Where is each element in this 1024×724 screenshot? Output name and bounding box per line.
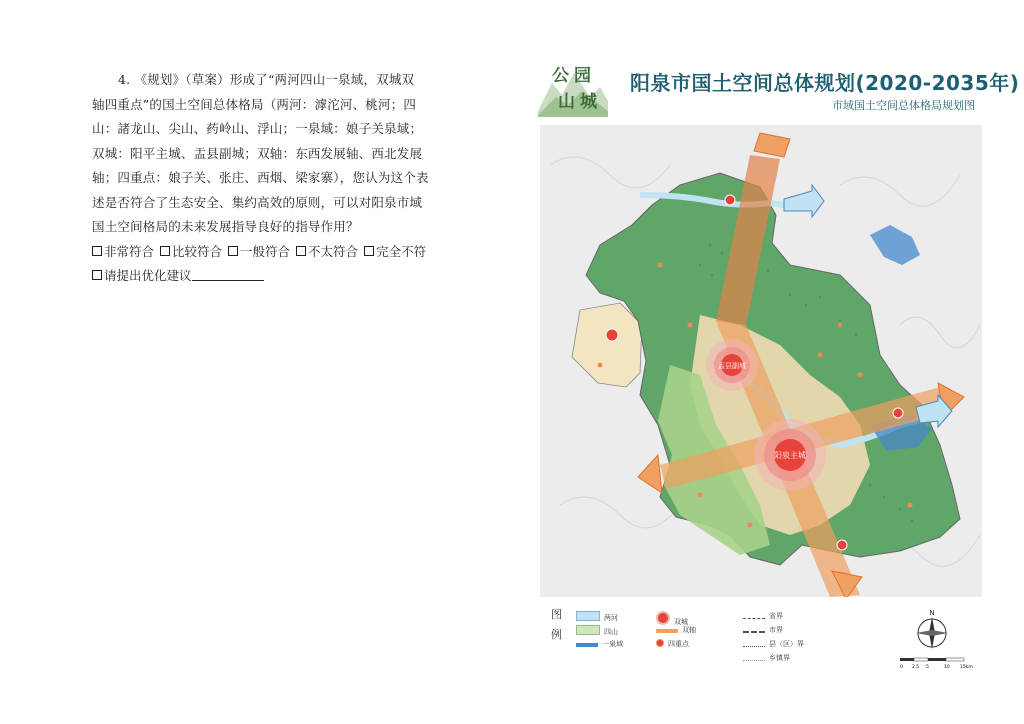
main-city-label: 阳泉主城 (774, 451, 806, 460)
legend-swatch (743, 631, 765, 633)
logo-char: 山 (558, 92, 575, 112)
territorial-map (540, 125, 982, 597)
option-fairly-consistent[interactable]: 比较符合 (160, 240, 222, 264)
checkbox[interactable] (296, 246, 306, 256)
legend-item: 双城 (656, 611, 688, 621)
key-point (893, 408, 903, 418)
legend-swatch (576, 643, 598, 647)
suggestion-blank[interactable] (192, 268, 264, 281)
checkbox[interactable] (228, 246, 238, 256)
scale-tick: 15km (960, 665, 973, 669)
legend-swatch (656, 629, 678, 633)
logo-char: 公 (552, 66, 569, 86)
legend-title: 图例 (551, 608, 562, 641)
question-line: 国土空间格局的未来发展指导良好的指导作用？ (92, 219, 359, 234)
legend-item: 省界 (743, 611, 783, 621)
legend-item: 县（区）界 (743, 639, 804, 649)
scale-bar (898, 657, 974, 669)
planning-poster (538, 55, 1020, 675)
legend-swatch (743, 618, 765, 619)
legend-item: 两河 (576, 611, 618, 621)
legend-item: 一泉域 (576, 639, 623, 649)
scale-tick: 10 (944, 665, 950, 669)
checkbox[interactable] (92, 270, 102, 280)
poster-title: 阳泉市国土空间总体规划(2020-2035年) (630, 71, 1020, 95)
logo (538, 61, 608, 117)
key-point (606, 329, 618, 341)
legend-swatch (656, 611, 670, 625)
option-very-consistent[interactable]: 非常符合 (92, 240, 154, 264)
option-not-consistent[interactable]: 完全不符 (364, 240, 426, 264)
legend (538, 605, 983, 675)
legend-swatch (656, 639, 664, 647)
checkbox[interactable] (364, 246, 374, 256)
scale-tick: 2.5 (912, 665, 920, 669)
legend-swatch (743, 660, 765, 661)
scale-tick: 5 (926, 665, 929, 669)
question-line: 4. 《规划》（草案）形成了“两河四山一泉域，双城双 (118, 72, 415, 87)
logo-char: 城 (580, 92, 597, 112)
legend-item: 市界 (743, 625, 783, 635)
legend-item: 四重点 (656, 639, 689, 649)
question-line: 轴；四重点：娘子关、张庄、西烟、梁家寨），您认为这个表 (92, 170, 429, 185)
sub-city-label: 盂县副城 (718, 362, 746, 370)
legend-item: 四山 (576, 625, 618, 635)
question-line: 述是否符合了生态安全、集约高效的原则，可以对阳泉市域 (92, 194, 423, 210)
question-block (92, 68, 437, 288)
question-line: 轴四重点”的国土空间总体格局（两河：滹沱河、桃河；四 (92, 96, 417, 112)
checkbox[interactable] (160, 246, 170, 256)
legend-swatch (576, 611, 600, 621)
compass-north-label: N (929, 609, 935, 617)
checkbox[interactable] (92, 246, 102, 256)
logo-char: 园 (574, 66, 591, 86)
scale-tick: 0 (900, 665, 903, 669)
question-line: 山：諸龙山、尖山、药岭山、浮山；一泉域：娘子关泉域； (92, 121, 423, 136)
suggestion-row (92, 264, 437, 288)
answer-options (92, 240, 437, 264)
question-line: 双城：阳平主城、盂县副城；双轴：东西发展轴、西北发展 (92, 145, 423, 161)
suggestion-label: 请提出优化建议 (104, 267, 192, 283)
poster-subtitle: 市域国土空间总体格局规划图 (832, 99, 975, 112)
compass-icon (910, 609, 954, 653)
legend-item: 双轴 (656, 625, 696, 635)
legend-swatch (743, 646, 765, 647)
key-point (725, 195, 735, 205)
legend-item: 乡镇界 (743, 653, 790, 663)
key-point (837, 540, 847, 550)
legend-swatch (576, 625, 600, 635)
option-neutral[interactable]: 一般符合 (228, 240, 290, 264)
option-not-very-consistent[interactable]: 不太符合 (296, 240, 358, 264)
